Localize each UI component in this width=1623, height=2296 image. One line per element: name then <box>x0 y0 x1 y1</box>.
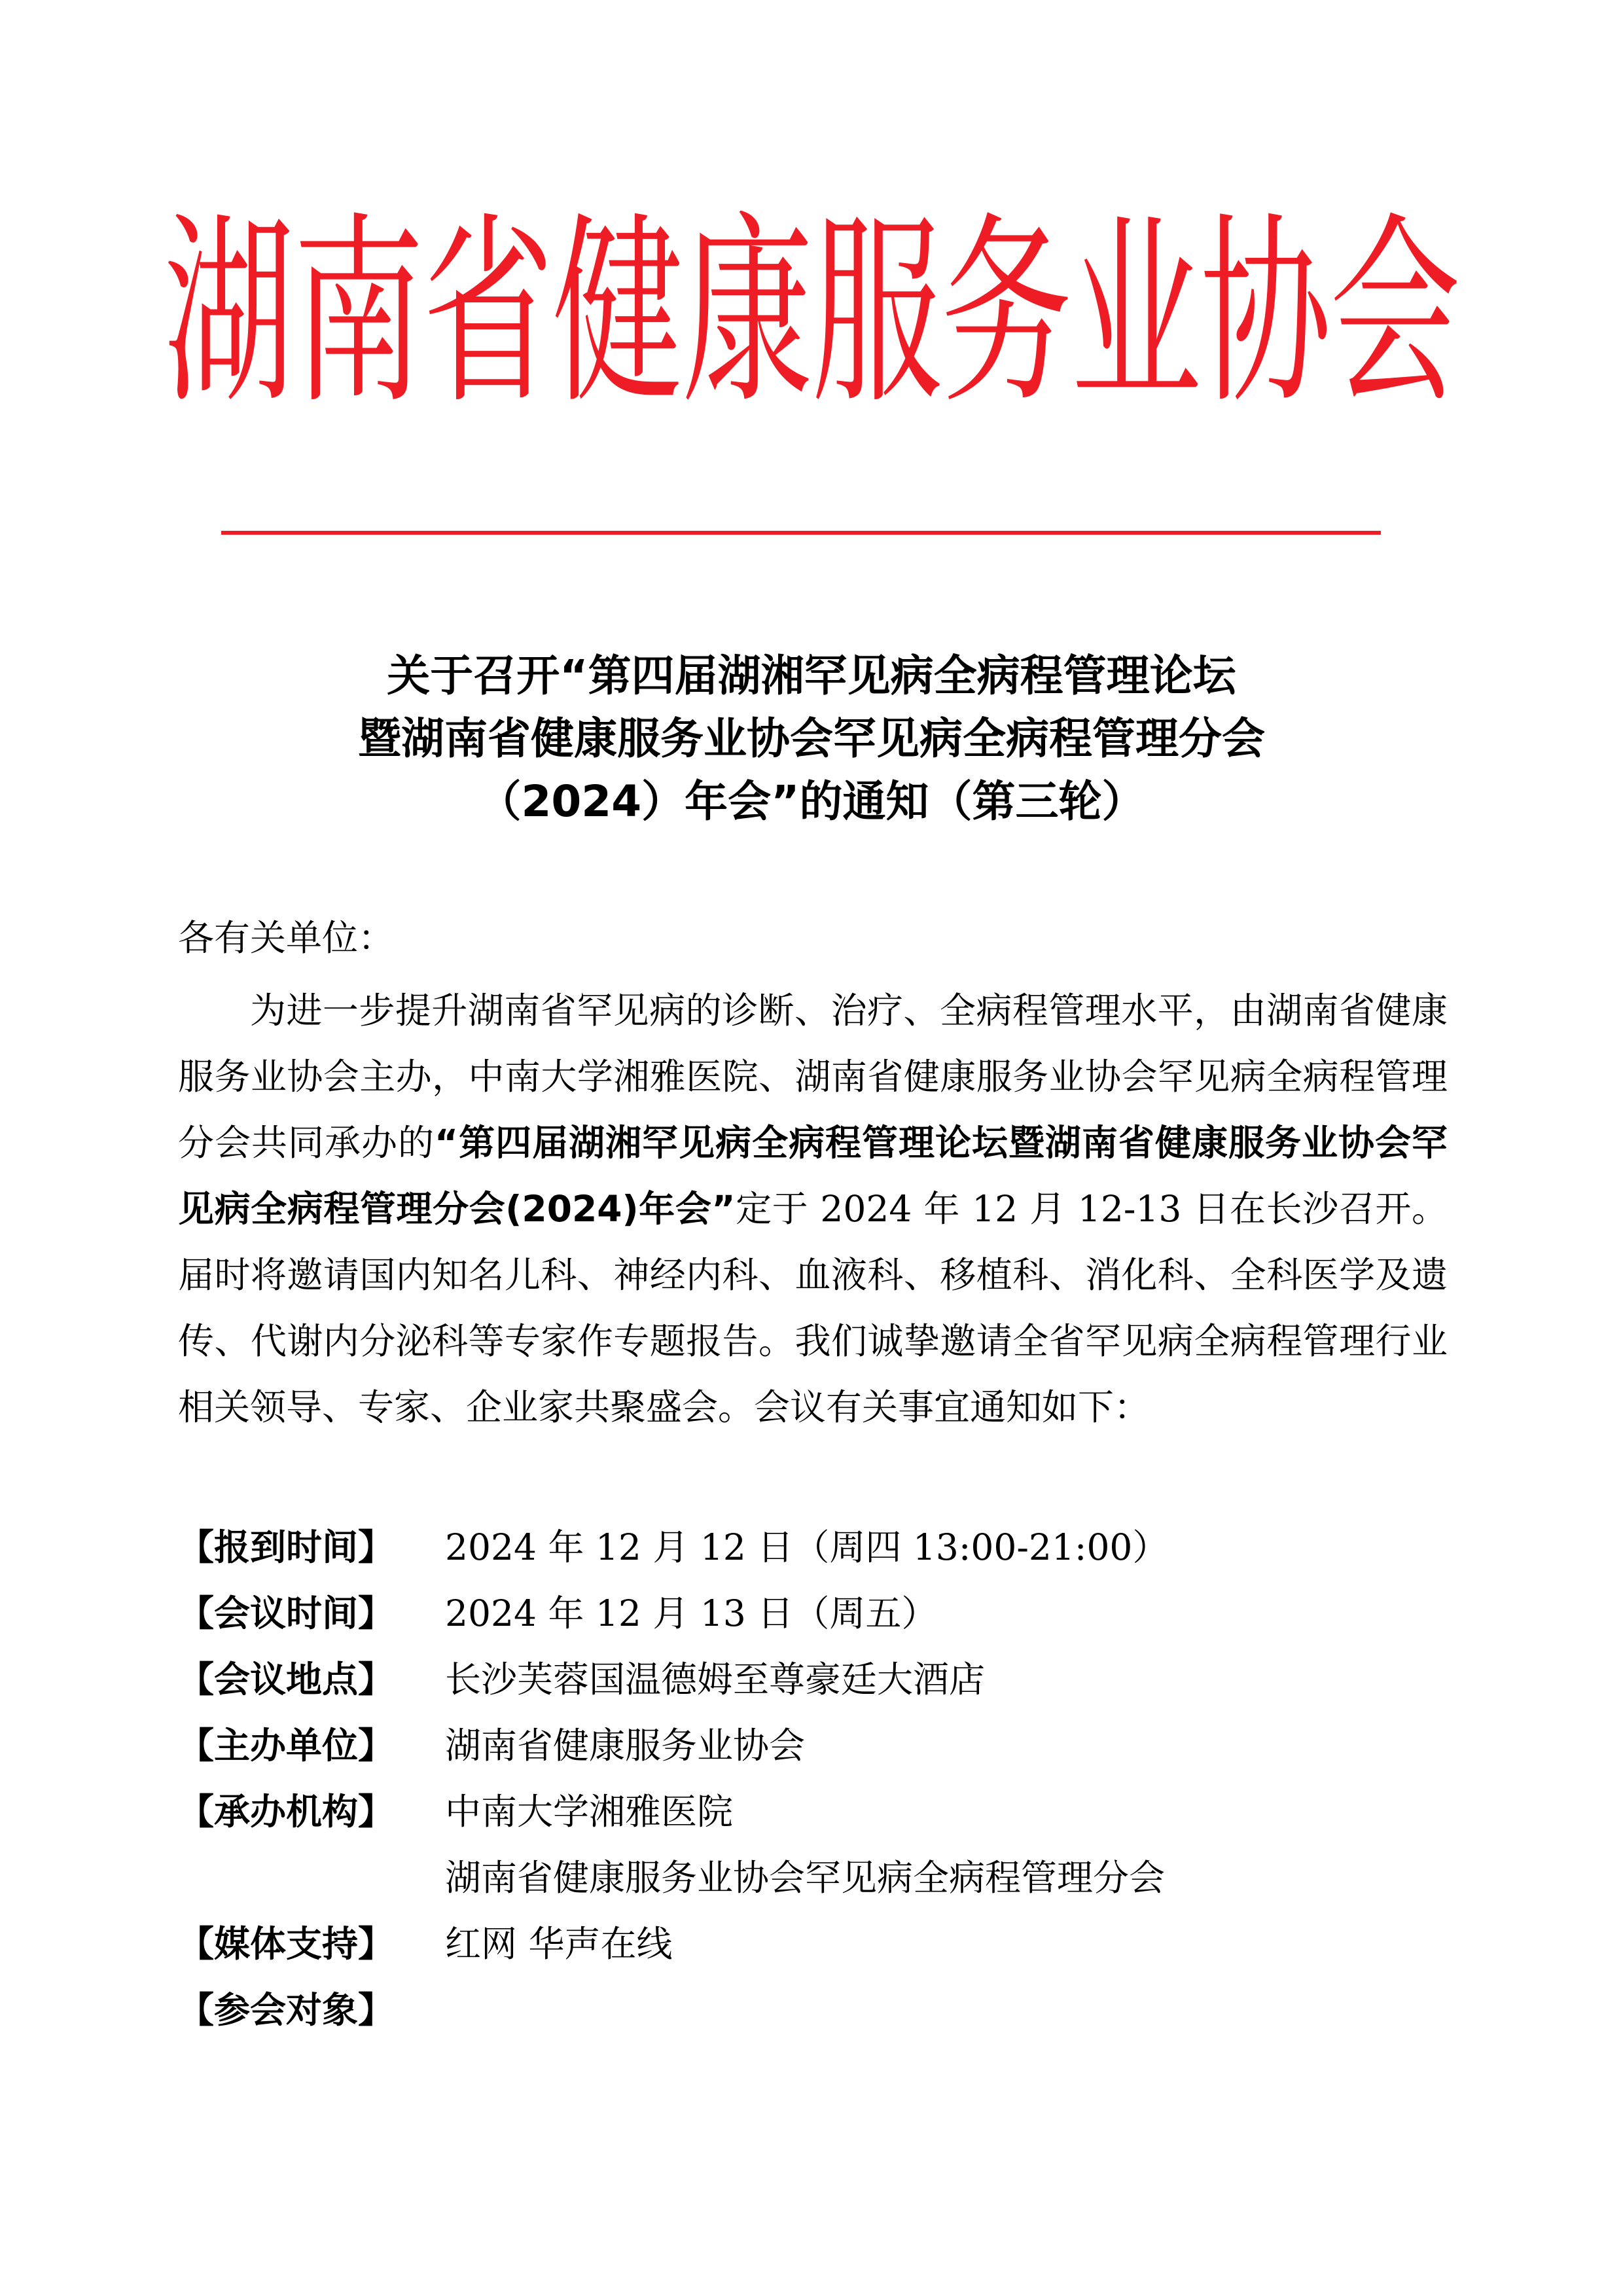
organization-letterhead: 湖南省健康服务业协会 <box>163 195 1459 432</box>
intro-details: 定于 2024 年 12 月 12-13 日在长沙召开。届时将邀请国内知名儿科、神经内科、血液科、移植科、消化科、全科医学及遗传、代谢内分泌科等专家作专题报告。我们诚挚邀请全省罕见病全病程管理行业相关领导、专家、企业家共聚盛会。会议有关事宜通知如下： <box>178 1188 1448 1428</box>
intro-paragraph <box>178 978 1448 1441</box>
event-name: “第四届湖湘罕见病全病程管理论坛暨湖南省健康服务业协会罕见病全病程管理分会(2024)年会” <box>178 1122 1448 1230</box>
title-line-2: 暨湖南省健康服务业协会罕见病全病程管理分会 <box>358 713 1265 764</box>
info-label: 【参会对象】 <box>178 1989 395 2031</box>
organizer-2: 湖南省健康服务业协会罕见病全病程管理分会 <box>445 1857 1166 1899</box>
info-value: 长沙芙蓉国温德姆至尊豪廷大酒店 <box>445 1659 986 1700</box>
info-value: 湖南省健康服务业协会 <box>445 1725 806 1767</box>
info-row-checkin-time <box>178 1515 1461 1581</box>
info-row-organizers <box>178 1779 1461 1911</box>
salutation: 各有关单位： <box>178 917 395 959</box>
info-label: 【会议时间】 <box>178 1592 395 1634</box>
letterhead-divider <box>221 531 1381 535</box>
info-row-meeting-time <box>178 1581 1461 1647</box>
info-value: 2024 年 12 月 12 日（周四 13:00-21:00） <box>445 1526 1169 1568</box>
info-label: 【媒体支持】 <box>178 1923 395 1965</box>
organizer-1: 中南大学湘雅医院 <box>445 1791 734 1833</box>
info-value: 红网 华声在线 <box>445 1923 673 1965</box>
title-line-1: 关于召开“第四届湖湘罕见病全病程管理论坛 <box>387 651 1236 701</box>
title-line-3: （2024）年会”的通知（第三轮） <box>478 776 1145 827</box>
notice-title <box>0 645 1623 833</box>
info-row-host <box>178 1713 1461 1779</box>
info-label: 【承办机构】 <box>178 1791 395 1833</box>
info-label: 【主办单位】 <box>178 1725 395 1767</box>
info-row-venue <box>178 1647 1461 1713</box>
info-value <box>445 1779 1165 1911</box>
info-value: 2024 年 12 月 13 日（周五） <box>445 1592 938 1634</box>
info-label: 【会议地点】 <box>178 1659 395 1700</box>
meeting-info-list <box>178 1515 1461 2043</box>
info-row-media <box>178 1911 1461 1977</box>
info-label: 【报到时间】 <box>178 1526 395 1568</box>
info-row-attendees <box>178 1977 1461 2043</box>
intro-text: 为进一步提升湖南省罕见病的诊断、治疗、全病程管理水平，由湖南省健康服务业协会主办，中南大学湘雅医院、湖南省健康服务业协会罕见病全病程管理分会共同承办的 <box>178 990 1448 1164</box>
